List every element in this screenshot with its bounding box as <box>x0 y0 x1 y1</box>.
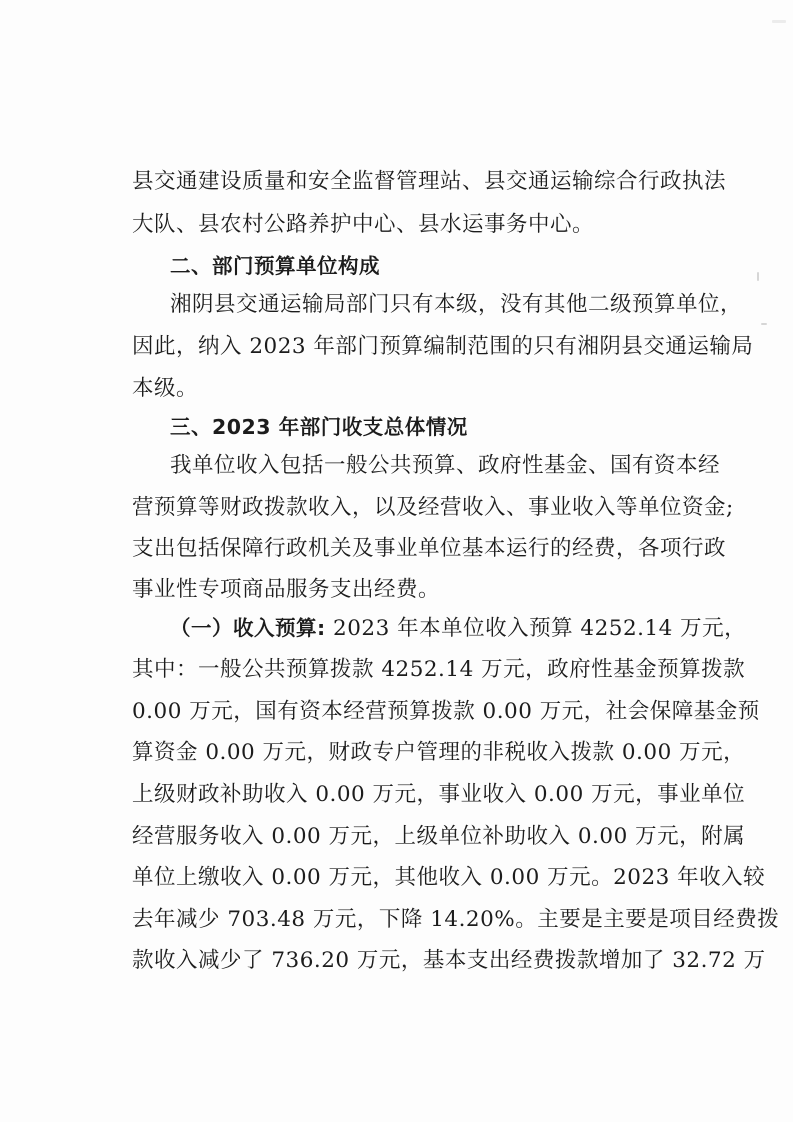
scan-mark <box>772 20 786 23</box>
scan-mark <box>757 272 759 281</box>
scan-mark <box>761 323 767 325</box>
section-2-heading: 二、部门预算单位构成 <box>170 254 380 278</box>
income-budget-line-2: 其中：一般公共预算拨款 4252.14 万元，政府性基金预算拨款 <box>132 657 746 682</box>
section-2-line-2: 因此，纳入 2023 年部门预算编制范围的只有湘阴县交通运输局 <box>132 334 754 359</box>
income-budget-line-3: 0.00 万元，国有资本经营预算拨款 0.00 万元，社会保障基金预 <box>132 699 760 724</box>
section-3-line-2: 营预算等财政拨款收入，以及经营收入、事业收入等单位资金; <box>132 495 734 520</box>
income-budget-line-5: 上级财政补助收入 0.00 万元，事业收入 0.00 万元，事业单位 <box>132 782 746 807</box>
intro-line-2: 大队、县农村公路养护中心、县水运事务中心。 <box>132 212 595 237</box>
section-3-line-4: 事业性专项商品服务支出经费。 <box>132 577 441 602</box>
income-budget-lead: （一）收入预算: <box>170 616 326 640</box>
income-budget-line-4: 算资金 0.00 万元，财政专户管理的非税收入拨款 0.00 万元， <box>132 740 746 765</box>
intro-line-1: 县交通建设质量和安全监督管理站、县交通运输综合行政执法 <box>132 169 727 194</box>
section-2-line-3: 本级。 <box>132 376 199 401</box>
section-2-line-1: 湘阴县交通运输局部门只有本级，没有其他二级预算单位， <box>170 292 743 317</box>
income-budget-line-8: 去年减少 703.48 万元，下降 14.20%。主要是主要是项目经费拨 <box>132 907 780 932</box>
section-3-line-1: 我单位收入包括一般公共预算、政府性基金、国有资本经 <box>170 453 721 478</box>
income-budget-line-6: 经营服务收入 0.00 万元，上级单位补助收入 0.00 万元，附属 <box>132 824 746 849</box>
section-3-heading: 三、2023 年部门收支总体情况 <box>170 415 468 439</box>
income-budget-line-9: 款收入减少了 736.20 万元，基本支出经费拨款增加了 32.72 万 <box>132 948 766 973</box>
income-budget-line-1 <box>170 613 747 644</box>
income-budget-line-7: 单位上缴收入 0.00 万元，其他收入 0.00 万元。2023 年收入较 <box>132 865 766 890</box>
income-budget-first-line: 2023 年本单位收入预算 4252.14 万元， <box>333 616 747 641</box>
section-3-line-3: 支出包括保障行政机关及事业单位基本运行的经费，各项行政 <box>132 536 727 561</box>
